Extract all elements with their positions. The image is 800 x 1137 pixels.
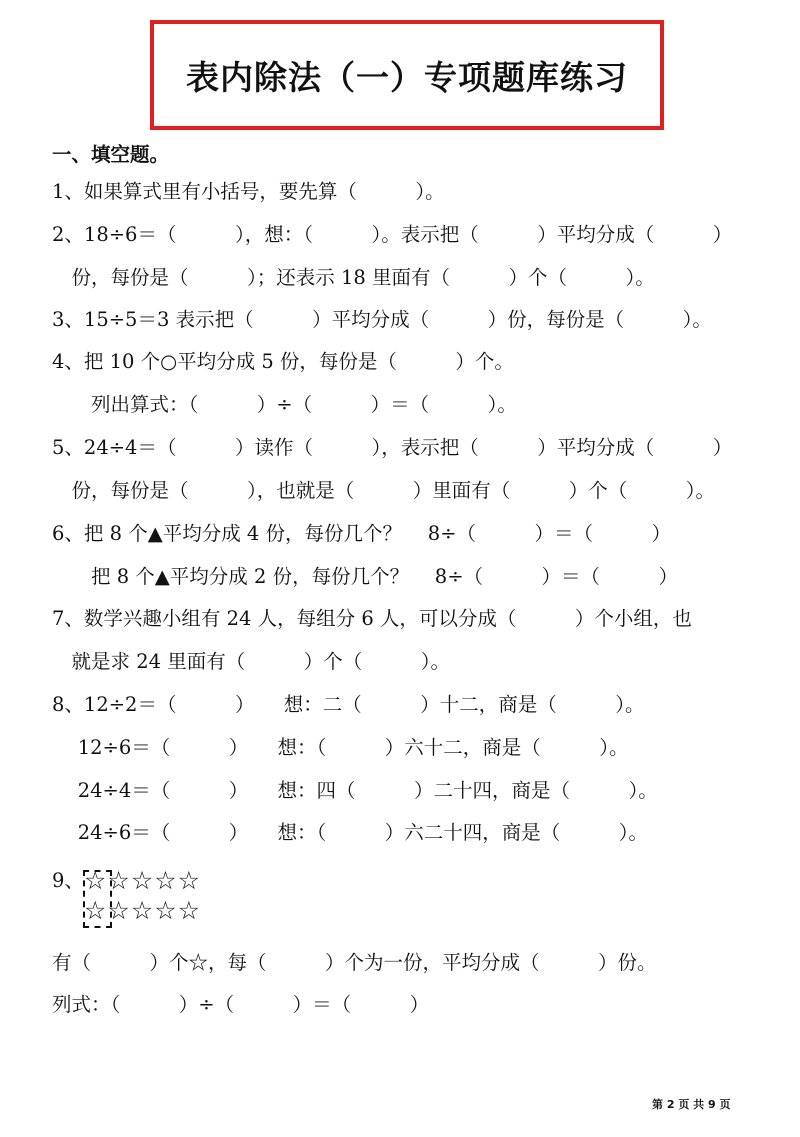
question-line: 份，每份是（ ）；还表示 18 里面有（ ）个（ ）。: [52, 266, 655, 289]
question-line: 2、18÷6＝（ ），想：（ ）。表示把（ ）平均分成（ ）: [52, 223, 733, 246]
question-line: 列式：（ ）÷（ ）＝（ ）: [52, 993, 430, 1016]
page-title: 表内除法（一）专项题库练习: [186, 57, 628, 97]
question-line: 4、把 10 个○平均分成 5 份，每份是（ ）个。: [52, 350, 514, 373]
question-line: 有（ ）个☆，每（ ）个为一份，平均分成（ ）份。: [52, 951, 657, 974]
question-line: 8、12÷2＝（ ） 想：二（ ）十二，商是（ ）。: [52, 693, 645, 716]
question-line: 24÷6＝（ ） 想：（ ）六二十四，商是（ ）。: [52, 821, 649, 844]
question-line: 6、把 8 个▲平均分成 4 份，每份几个？ 8÷（ ）＝（ ）: [52, 522, 671, 545]
question-line: 1、如果算式里有小括号，要先算（ ）。: [52, 180, 445, 203]
question-line: 份，每份是（ ），也就是（ ）里面有（ ）个（ ）。: [52, 479, 716, 502]
question-line: 7、数学兴趣小组有 24 人，每组分 6 人，可以分成（ ）个小组，也: [52, 607, 692, 630]
section-heading: 一、填空题。: [52, 143, 170, 166]
question-line: 12÷6＝（ ） 想：（ ）六十二，商是（ ）。: [52, 736, 629, 759]
question-9-label: 9、: [52, 869, 84, 892]
question-line: 就是求 24 里面有（ ）个（ ）。: [52, 650, 450, 673]
question-line: 3、15÷5＝3 表示把（ ）平均分成（ ）份，每份是（ ）。: [52, 308, 712, 331]
title-box: [150, 20, 664, 130]
question-line: 5、24÷4＝（ ）读作（ ），表示把（ ）平均分成（ ）: [52, 436, 733, 459]
question-line: 把 8 个▲平均分成 2 份，每份几个？ 8÷（ ）＝（ ）: [52, 565, 679, 588]
page-number: 第 2 页 共 9 页: [652, 1098, 731, 1111]
star-row: ☆☆☆☆☆: [84, 896, 202, 925]
question-line: 列出算式：（ ）÷（ ）＝（ ）。: [52, 393, 517, 416]
star-row: ☆☆☆☆☆: [84, 866, 202, 895]
question-line: 24÷4＝（ ） 想：四（ ）二十四，商是（ ）。: [52, 779, 658, 802]
